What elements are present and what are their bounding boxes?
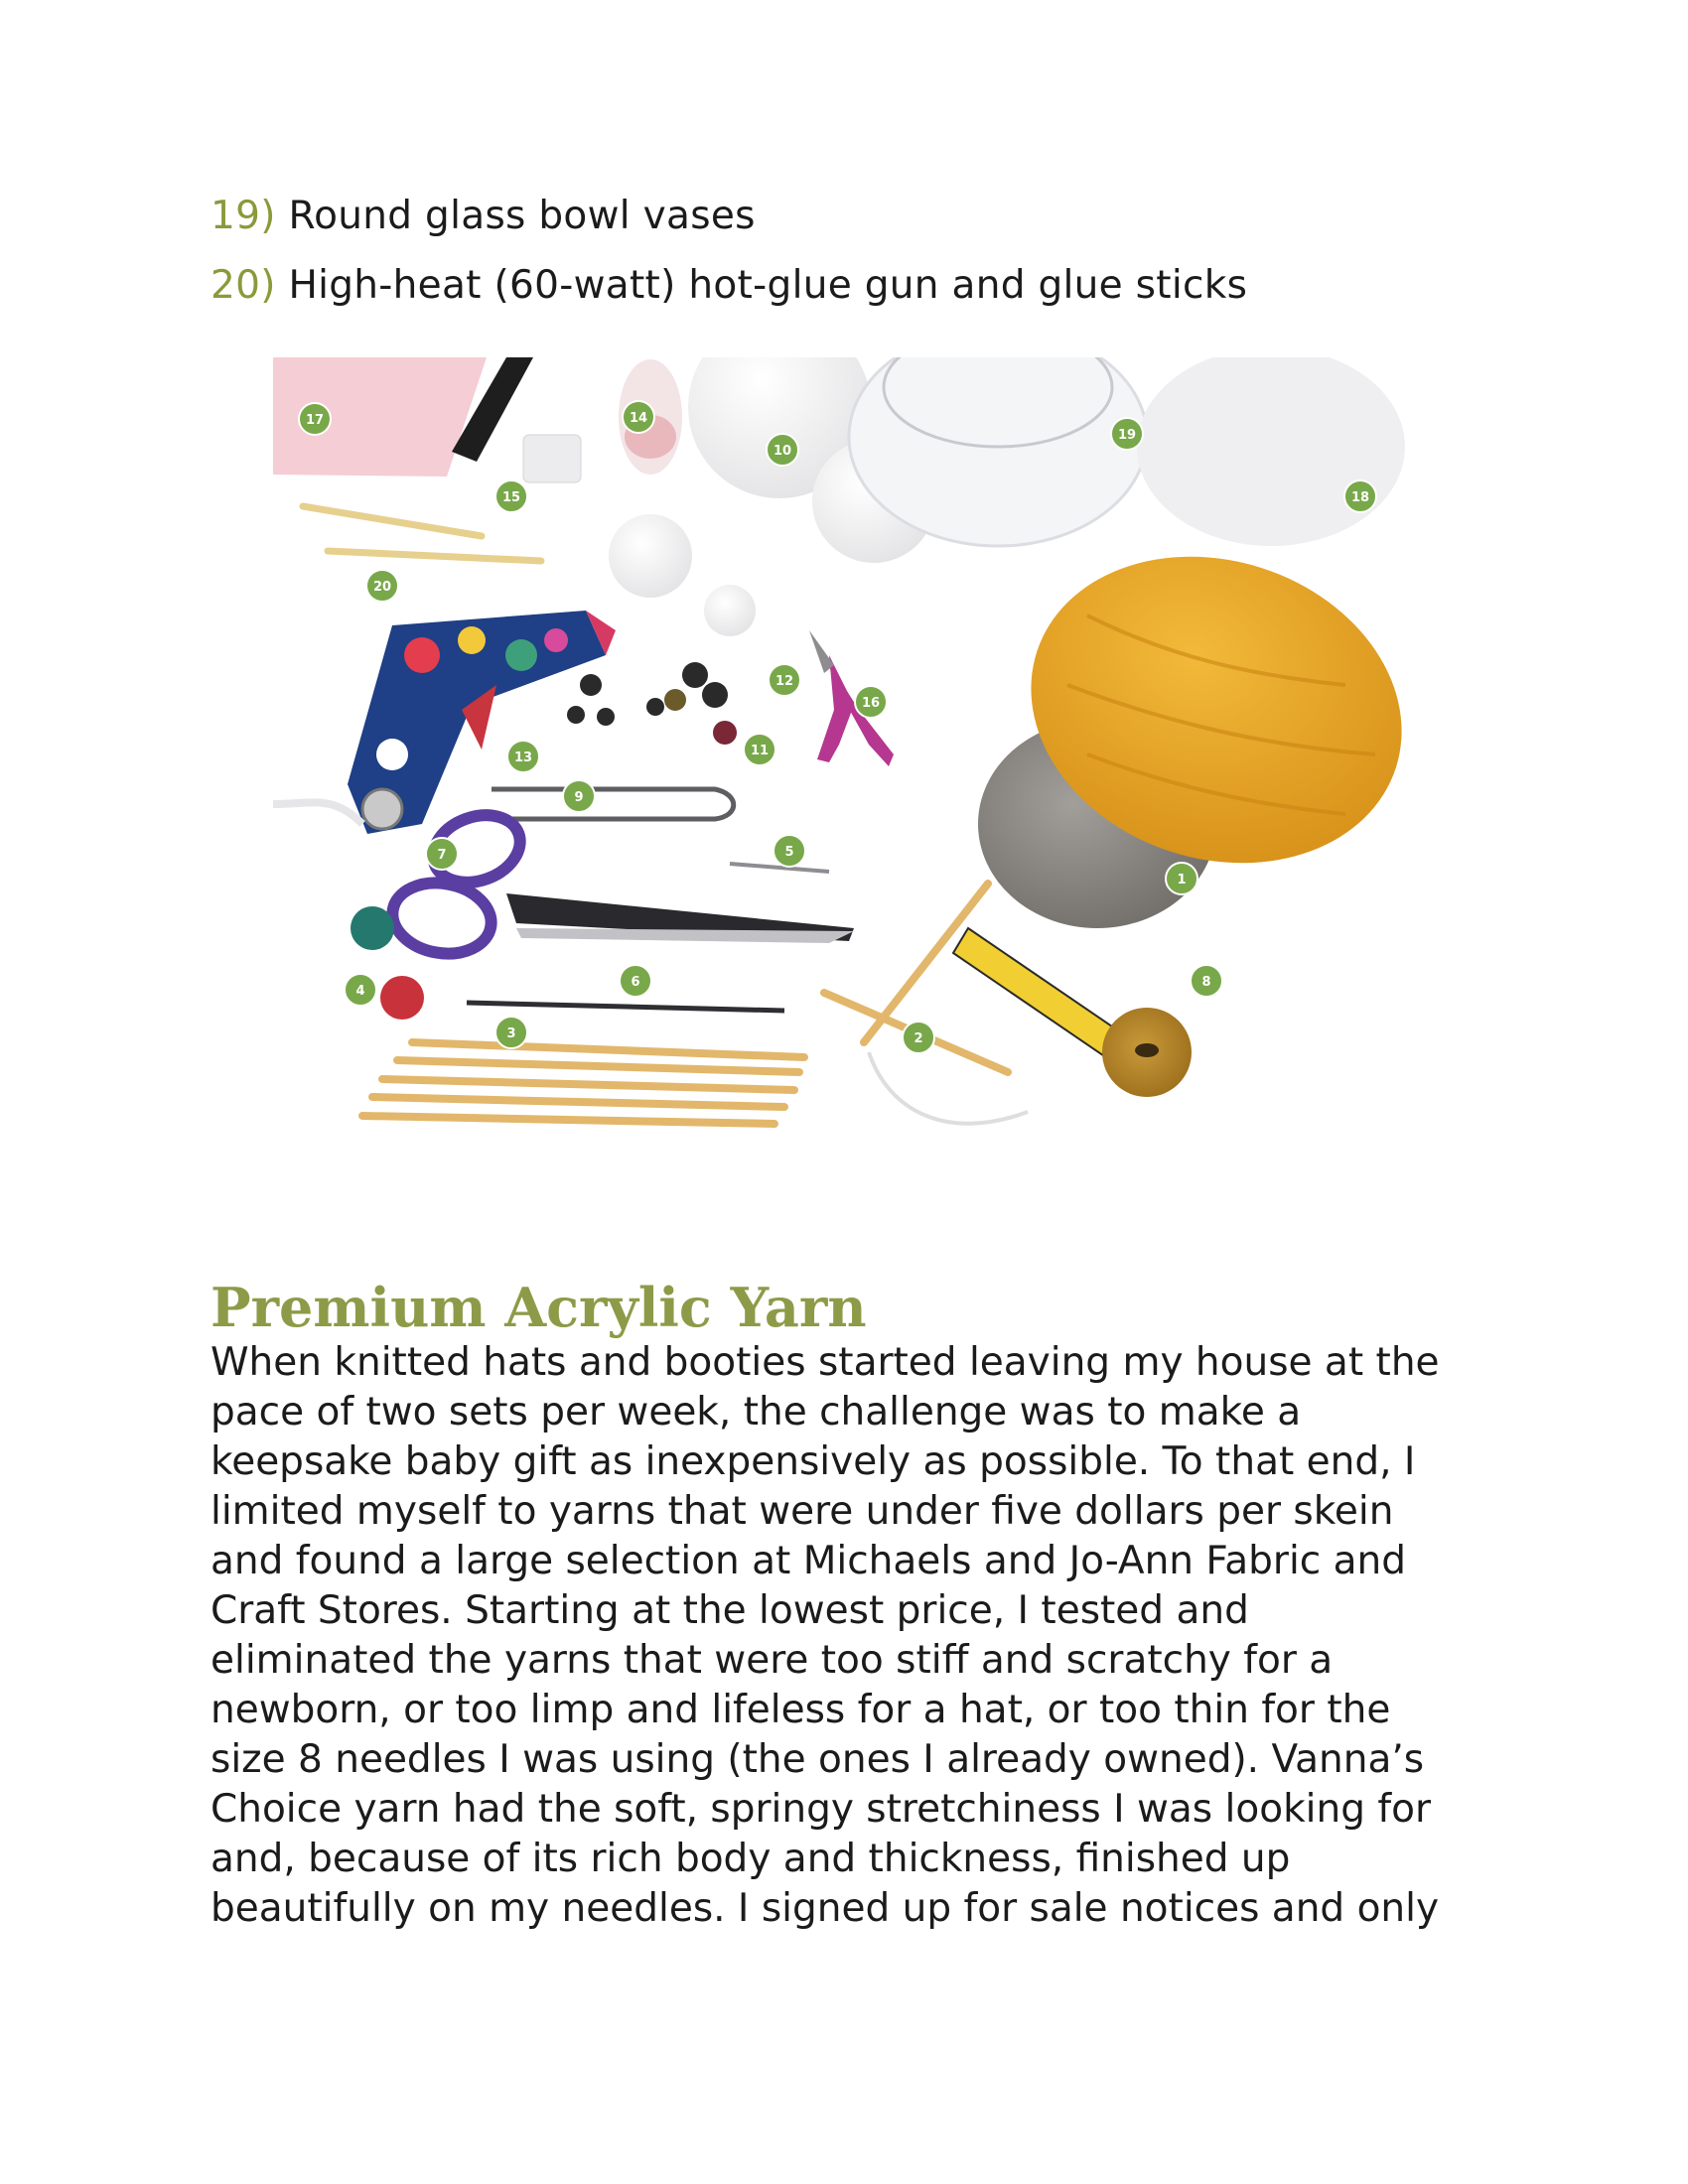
foam-ball-tiny: [704, 585, 756, 636]
item-marker-16: [855, 686, 887, 718]
supply-item-19: [211, 192, 756, 241]
supplies-photo: [273, 357, 1405, 1147]
item-marker-label: 14: [629, 411, 648, 426]
body-line: and found a large selection at Michaels and Jo-Ann Fabric and: [211, 1539, 1407, 1583]
supply-item-number: 19): [211, 194, 276, 238]
item-marker-1: [1166, 863, 1197, 894]
tape-measure: [953, 928, 1192, 1097]
double-point-needles: [362, 1042, 804, 1124]
item-marker-label: 1: [1177, 873, 1187, 887]
item-marker-13: [507, 741, 539, 772]
item-marker-label: 18: [1350, 490, 1370, 505]
item-marker-14: [623, 401, 654, 433]
section-body: [211, 1338, 1501, 1934]
item-marker-label: 10: [773, 444, 792, 459]
body-line: keepsake baby gift as inexpensively as possible. To that end, I: [211, 1439, 1416, 1484]
item-marker-label: 2: [914, 1031, 923, 1046]
supply-item-text: High-heat (60-watt) hot-glue gun and glue sticks: [288, 263, 1248, 308]
item-marker-17: [299, 403, 331, 435]
item-marker-label: 5: [784, 845, 794, 860]
crochet-hook: [467, 1003, 784, 1011]
body-line: and, because of its rich body and thickness, finished up: [211, 1837, 1291, 1881]
item-marker-label: 6: [631, 975, 640, 990]
supply-item-20: [211, 261, 1247, 311]
item-marker-label: 3: [506, 1026, 516, 1041]
item-marker-9: [563, 780, 595, 812]
item-marker-label: 12: [774, 674, 794, 689]
body-line: limited myself to yarns that were under five dollars per skein: [211, 1489, 1394, 1534]
item-marker-2: [903, 1022, 934, 1053]
item-marker-label: 13: [513, 751, 533, 765]
item-marker-19: [1111, 418, 1143, 450]
scissors: [387, 804, 854, 962]
supplies-illustration: [273, 357, 1405, 1147]
item-marker-label: 15: [501, 490, 521, 505]
white-felt-oval: [1137, 357, 1405, 546]
flower-stitch-marker: [351, 906, 394, 950]
foam-ball-small: [609, 514, 692, 598]
item-marker-18: [1344, 480, 1376, 512]
body-line: newborn, or too limp and lifeless for a hat, or too thin for the: [211, 1688, 1391, 1732]
small-container: [523, 435, 581, 482]
item-marker-label: 7: [437, 848, 447, 863]
item-marker-label: 4: [355, 984, 365, 999]
item-marker-6: [620, 965, 651, 997]
supply-item-number: 20): [211, 263, 276, 308]
body-line: pace of two sets per week, the challenge was to make a: [211, 1390, 1302, 1434]
circular-needles: [824, 884, 1028, 1124]
body-line: Craft Stores. Starting at the lowest price, I tested and: [211, 1588, 1249, 1633]
item-marker-12: [769, 664, 800, 696]
item-marker-label: 11: [750, 744, 770, 758]
item-marker-8: [1191, 965, 1222, 997]
item-marker-11: [744, 734, 775, 765]
flower-stitch-marker: [380, 976, 424, 1020]
item-marker-label: 16: [861, 696, 881, 711]
item-marker-label: 8: [1201, 975, 1211, 990]
item-marker-7: [426, 838, 458, 870]
item-marker-10: [767, 434, 798, 466]
item-marker-20: [366, 570, 398, 602]
tapestry-needle: [730, 864, 829, 872]
item-marker-label: 19: [1117, 428, 1137, 443]
item-marker-4: [345, 974, 376, 1006]
wooden-stick: [328, 551, 541, 561]
body-line: When knitted hats and booties started leaving my house at the: [211, 1340, 1440, 1385]
section-title: Premium Acrylic Yarn: [211, 1276, 867, 1339]
stitch-holder: [492, 789, 734, 819]
body-line: size 8 needles I was using (the ones I already owned). Vanna’s: [211, 1737, 1425, 1782]
item-marker-label: 9: [574, 790, 584, 805]
body-line: eliminated the yarns that were too stiff and scratchy for a: [211, 1638, 1334, 1683]
body-line: Choice yarn had the soft, springy stretchiness I was looking for: [211, 1787, 1431, 1832]
body-line: beautifully on my needles. I signed up for sale notices and only: [211, 1886, 1440, 1931]
wooden-stick: [303, 506, 482, 536]
item-marker-3: [495, 1017, 527, 1048]
supply-item-text: Round glass bowl vases: [288, 194, 756, 238]
item-marker-label: 17: [305, 413, 325, 428]
safety-eyes: [567, 662, 737, 745]
item-marker-15: [495, 480, 527, 512]
item-marker-5: [774, 835, 805, 867]
glue-gun-cord: [273, 802, 362, 824]
item-marker-label: 20: [372, 580, 392, 595]
